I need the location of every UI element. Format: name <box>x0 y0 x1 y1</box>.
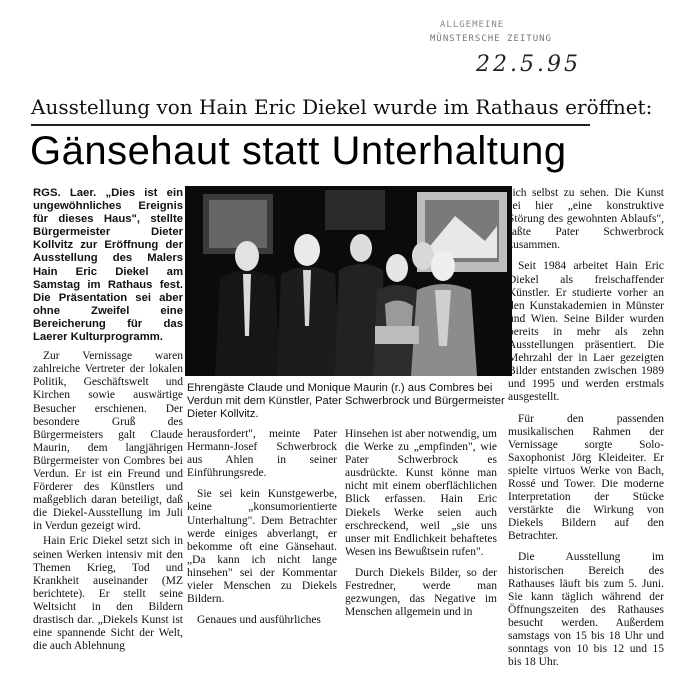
article-lead: RGS. Laer. „Dies ist ein ungewöhnliches Ereignis für dieses Haus", stellte Bürgermeister Dieter Kollvitz zur Eröffnung der Ausstellung des Malers Hain Eric Diekel am Samstag im Rathaus fest. Die Präsentation sei aber ohne Zweifel eine Bereicherung für das Laerer Kulturprogramm. <box>33 187 183 344</box>
article-column-4 <box>508 187 664 669</box>
article-column-2 <box>187 428 337 627</box>
photo-image <box>185 186 512 376</box>
article-paragraph: Seit 1984 arbeitet Hain Eric Diekel als freischaffender Künstler. Er studierte vorher an den Kunstakademien in Münster und Wien. Seine Bilder wurden bereits in mehr als zehn Ausstellungen präsentiert. Die Mehrzahl der in Laer gezeigten Bilder entstanden zwischen 1989 und 1995 und werden erstmals ausgestellt. <box>508 260 664 404</box>
article-paragraph: herausfordert", meinte Pater Hermann-Josef Schwerbrock aus Ahlen in seiner Einführungsrede. <box>187 428 337 480</box>
article-column-3 <box>345 428 497 619</box>
article-paragraph: Sie sei kein Kunstgewerbe, keine „konsumorientierte Unterhaltung". Dem Betrachter werde einiges abverlangt, er bekomme oft eine Gänsehaut. „Da kann ich nicht lange hinsehen" sei der Kommentar vieler Menschen zu Diekels Bildern. <box>187 488 337 606</box>
stamp-date: 22.5.95 <box>476 52 581 77</box>
article-paragraph: Für den passenden musikalischen Rahmen der Vernissage sorgte Solo-Saxophonist Jörg Kleideiter. Er spielte virtuos Werke von Bach, Rossé und Tower. Die moderne Interpretation der Stücke verstärkte die Wirkung von Diekels Bildern auf den Betrachter. <box>508 412 664 543</box>
article-column-1 <box>33 187 183 653</box>
article-photo <box>185 186 512 376</box>
stamp-source-line-1: ALLGEMEINE <box>440 20 505 30</box>
photo-caption: Ehrengäste Claude und Monique Maurin (r.) aus Combres bei Verdun mit dem Künstler, Pater Schwerbrock und Bürgermeister Dieter Kollvitz. <box>187 382 505 420</box>
article-paragraph: Hain Eric Diekel setzt sich in seinen Werken intensiv mit den Themen Krieg, Tod und Krankheit auseinander (MZ berichtete). Er stellt seine Weltsicht in den Bildern drastisch dar. „Diekels Kunst ist eine spannende Sicht der Welt, die auch Ablehnung <box>33 535 183 653</box>
article-paragraph: Zur Vernissage waren zahlreiche Vertreter der lokalen Politik, Geschäftswelt und Kirchen sowie auswärtige Besucher erschienen. Der besondere Gruß des Bürgermeisters galt Claude Maurin, dem langjährigen Bürgermeister von Combres bei Verdun. Er ist ein Freund und Förderer des Künstlers und maßgeblich daran beteiligt, daß die Diekel-Ausstellung im Juli in Verdun gezeigt wird. <box>33 350 183 533</box>
archive-stamp <box>428 18 598 80</box>
article-paragraph: Hinsehen ist aber notwendig, um die Werke zu „empfinden", wie Pater Schwerbrock es ausdrückte. Kunst könne man nicht mit einem oberflächlichen Blick erfassen. Hain Eric Diekels Werke seien auch erschreckend, weil „sie uns unser mit Endlichkeit behaftetes Wesen ins Bewußtsein rufen". <box>345 428 497 558</box>
article-paragraph: Durch Diekels Bilder, so der Festredner, werde man gezwungen, das Negative im Menschen allgemein und in <box>345 566 497 619</box>
kicker-divider <box>31 124 590 126</box>
article-paragraph: Die Ausstellung im historischen Bereich des Rathauses läuft bis zum 5. Juni. Sie kann täglich während der Öffnungszeiten des Rathauses besucht werden. Außerdem samstags von 15 bis 18 Uhr und sonntags von 10 bis 12 und 15 bis 18 Uhr. <box>508 551 664 669</box>
article-paragraph: Genaues und ausführliches <box>197 614 321 627</box>
article-headline: Gänsehaut statt Unterhaltung <box>30 129 567 173</box>
stamp-source-line-2: MÜNSTERSCHE ZEITUNG <box>430 34 552 44</box>
article-paragraph: sich selbst zu sehen. Die Kunst sei hier „eine konstruktive Störung des gewohnten Ablaufs", faßte Pater Schwerbrock zusammen. <box>508 187 664 252</box>
article-kicker: Ausstellung von Hain Eric Diekel wurde im Rathaus eröffnet: <box>31 95 653 119</box>
